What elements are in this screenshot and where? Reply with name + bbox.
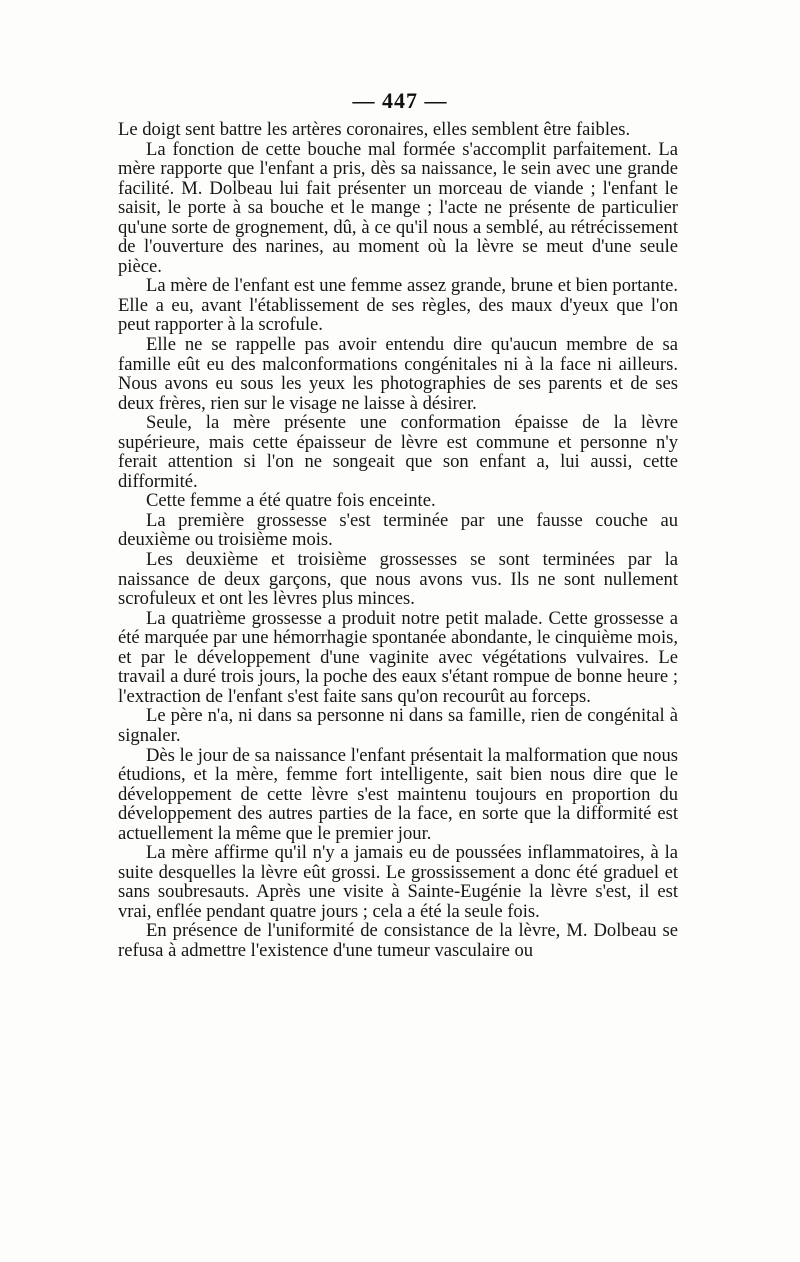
paragraph: La quatrième grossesse a produit notre petit malade. Cette grossesse a été marquée par une hémorrhagie spontanée abondante, le cinquième mois, et par le développement d'une vaginite avec végétations vulvaires. Le travail a duré trois jours, la poche des eaux s'étant rompue de bonne heure ; l'extraction de l'enfant s'est faite sans qu'on recourût au forceps. [118, 607, 678, 707]
paragraph: La première grossesse s'est terminée par une fausse couche au deuxième ou troisième mois. [118, 509, 678, 551]
paragraph: Seule, la mère présente une conformation épaisse de la lèvre supérieure, mais cette épaisseur de lèvre est commune et personne n'y ferait attention si l'on ne songeait que son enfant a, lui aussi, cette difformité. [118, 412, 678, 492]
paragraph: En présence de l'uniformité de consistance de la lèvre, M. Dolbeau se refusa à admettre l'existence d'une tumeur vasculaire ou [118, 920, 678, 961]
paragraph: Dès le jour de sa naissance l'enfant présentait la malformation que nous étudions, et la mère, femme fort intelligente, sait bien nous dire que le développement de cette lèvre s'est maintenu toujours en proportion du développement des autres parties de la face, en sorte que la difformité est actuellement la même que le premier jour. [118, 744, 678, 844]
paragraph: Le doigt sent battre les artères coronaires, elles semblent être faibles. [118, 119, 631, 140]
paragraph: La fonction de cette bouche mal formée s'accomplit parfaitement. La mère rapporte que l'enfant a pris, dès sa naissance, le sein avec une grande facilité. M. Dolbeau lui fait présenter un morceau de viande ; l'enfant le saisit, le porte à sa bouche et le mange ; l'acte ne présente de particulier qu'une sorte de grognement, dû, à ce qu'il nous a semblé, au rétrécissement de l'ouverture des narines, au moment où la lèvre se meut d'une seule pièce. [118, 138, 678, 277]
paragraph: Le père n'a, ni dans sa personne ni dans sa famille, rien de congénital à signaler. [118, 705, 678, 746]
paragraph: Elle ne se rappelle pas avoir entendu dire qu'aucun membre de sa famille eût eu des malconformations congénitales ni à la face ni ailleurs. Nous avons eu sous les yeux les photographies de ses parents et de ses deux frères, rien sur le visage ne laisse à désirer. [118, 334, 678, 414]
body-text [118, 120, 678, 961]
page-number: — 447 — [352, 88, 448, 113]
paragraph: La mère affirme qu'il n'y a jamais eu de poussées inflammatoires, à la suite desquelles la lèvre eût grossi. Le grossissement a donc été graduel et sans soubresauts. Après une visite à Sainte-Eugénie la lèvre s'est, il est vrai, enflée pendant quatre jours ; cela a été la seule fois. [118, 842, 678, 922]
paragraph: Les deuxième et troisième grossesses se sont terminées par la naissance de deux garçons, que nous avons vus. Ils ne sont nullement scrofuleux et ont les lèvres plus minces. [118, 549, 678, 610]
paragraph: Cette femme a été quatre fois enceinte. [146, 490, 436, 512]
paragraph: La mère de l'enfant est une femme assez grande, brune et bien portante. Elle a eu, avant l'établissement de ses règles, des maux d'yeux que l'on peut rapporter à la scrofule. [118, 275, 679, 336]
